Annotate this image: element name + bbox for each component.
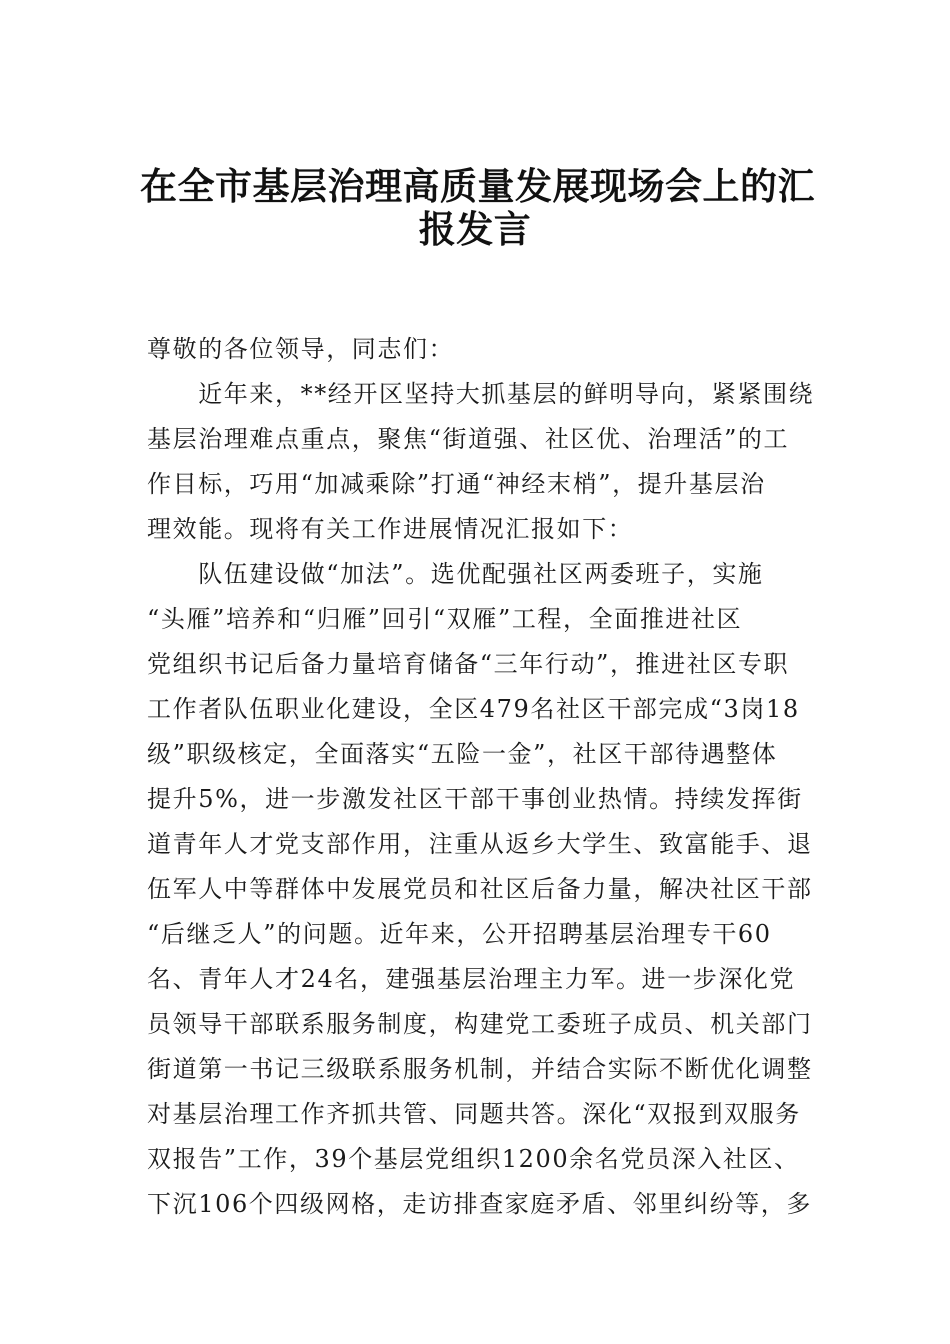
body-line: 提升5%，进一步激发社区干部干事创业热情。持续发挥街 [147,785,803,813]
body-line: 近年来，**经开区坚持大抓基层的鲜明导向，紧紧围绕 [147,380,815,408]
body-line: “头雁”培养和“归雁”回引“双雁”工程，全面推进社区 [147,605,743,633]
body-line: 队伍建设做“加法”。选优配强社区两委班子，实施 [147,560,764,588]
body-line: 对基层治理工作齐抓共管、同题共答。深化“双报到双服务 [147,1100,801,1128]
body-line: 作目标，巧用“加减乘除”打通“神经末梢”，提升基层治 [147,470,766,498]
body-line: 街道第一书记三级联系服务机制，并结合实际不断优化调整 [147,1055,813,1083]
document-title-line-1: 在全市基层治理高质量发展现场会上的汇 [140,164,815,208]
body-line: “后继乏人”的问题。近年来，公开招聘基层治理专干60 [147,920,772,948]
body-line: 基层治理难点重点，聚焦“街道强、社区优、治理活”的工 [147,425,790,453]
body-line: 道青年人才党支部作用，注重从返乡大学生、致富能手、退 [147,830,813,858]
body-line: 下沉106个四级网格，走访排查家庭矛盾、邻里纠纷等，多 [147,1190,813,1218]
body-line: 党组织书记后备力量培育储备“三年行动”，推进社区专职 [147,650,790,678]
body-line: 名、青年人才24名，建强基层治理主力军。进一步深化党 [147,965,796,993]
body-line: 伍军人中等群体中发展党员和社区后备力量，解决社区干部 [147,875,813,903]
salutation: 尊敬的各位领导，同志们： [147,335,455,363]
document-title-line-2: 报发言 [418,207,532,251]
body-line: 工作者队伍职业化建设，全区479名社区干部完成“3岗18 [147,695,800,723]
body-line: 理效能。现将有关工作进展情况汇报如下： [147,515,634,543]
body-line: 员领导干部联系服务制度，构建党工委班子成员、机关部门 [147,1010,813,1038]
body-line: 双报告”工作，39个基层党组织1200余名党员深入社区、 [147,1145,800,1173]
body-line: 级”职级核定，全面落实“五险一金”，社区干部待遇整体 [147,740,778,768]
